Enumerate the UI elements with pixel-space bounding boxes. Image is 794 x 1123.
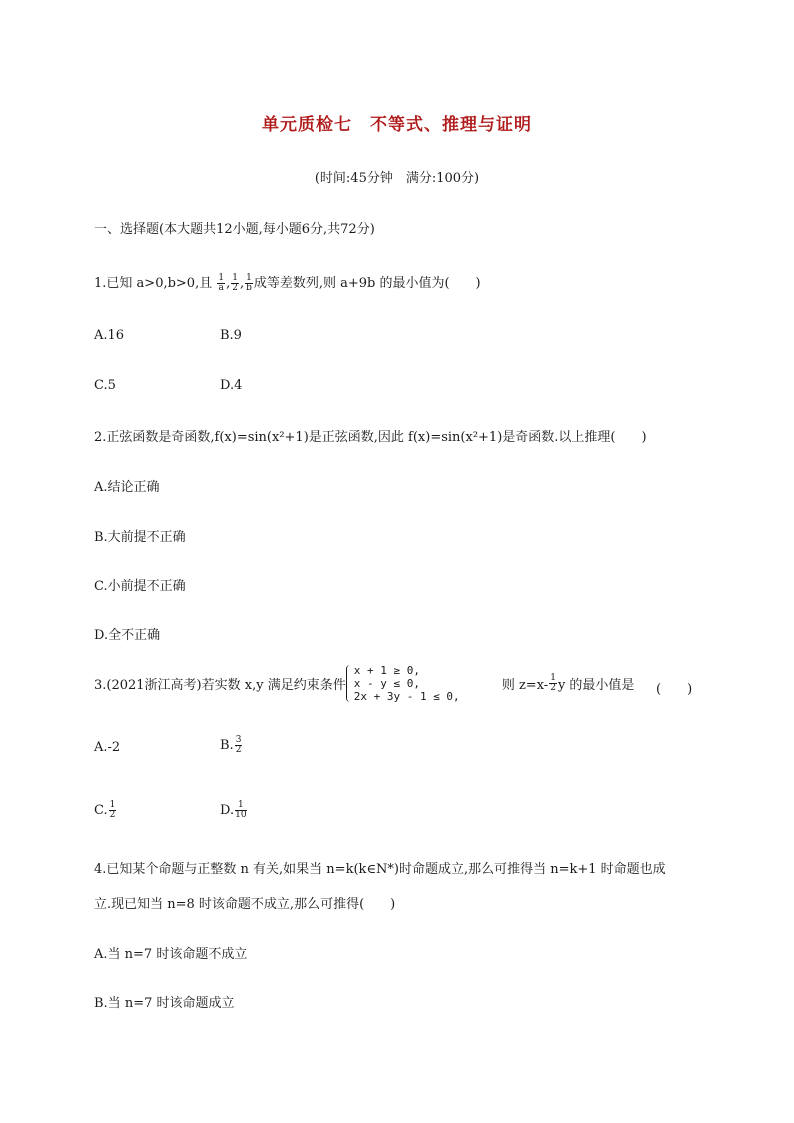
section-heading: 一、选择题(本大题共12小题,每小题6分,共72分) bbox=[94, 222, 375, 237]
q3-answer-paren: ( ) bbox=[656, 682, 693, 697]
q1-suffix: 成等差数列,则 a+9b 的最小值为( ) bbox=[253, 276, 481, 291]
q3-suffix: y 的最小值是 bbox=[557, 678, 635, 693]
q3-constraint-2: x - y ≤ 0, bbox=[353, 677, 420, 690]
left-brace-icon bbox=[346, 665, 352, 702]
q4-option-b[interactable]: B.当 n=7 时该命题成立 bbox=[94, 996, 235, 1011]
q3-constraint-1: x + 1 ≥ 0, bbox=[353, 664, 420, 677]
page-title: 单元质检七 不等式、推理与证明 bbox=[262, 115, 532, 135]
q1-option-c[interactable]: C.5 bbox=[94, 378, 116, 393]
q3-option-b-fraction: $\frac{3}{2}$ bbox=[235, 735, 242, 755]
q2-option-b[interactable]: B.大前提不正确 bbox=[94, 530, 186, 545]
q3-option-b[interactable]: B. $\frac{3}{2}$ bbox=[220, 735, 242, 755]
q2-option-a[interactable]: A.结论正确 bbox=[94, 480, 160, 495]
q3-constraint-system bbox=[346, 664, 460, 703]
q2-option-c[interactable]: C.小前提不正确 bbox=[94, 579, 186, 594]
q1-option-b[interactable]: B.9 bbox=[220, 328, 242, 343]
q3-option-a[interactable]: A.-2 bbox=[94, 740, 121, 755]
question-4-line-2: 立.现已知当 n=8 时该命题不成立,那么可推得( ) bbox=[94, 897, 396, 912]
q3-option-c[interactable]: C. $\frac{1}{2}$ bbox=[94, 800, 116, 820]
q3-prefix: 3.(2021浙江高考)若实数 x,y 满足约束条件 bbox=[94, 678, 346, 693]
q1-fraction-1: $\frac{1}{a}$ bbox=[218, 273, 225, 293]
question-2: 2.正弦函数是奇函数,f(x)=sin(x²+1)是正弦函数,因此 f(x)=sin(x²+1)是奇函数.以上推理( ) bbox=[94, 430, 647, 445]
q1-fraction-3: $\frac{1}{b}$ bbox=[246, 273, 252, 293]
q1-option-a[interactable]: A.16 bbox=[94, 328, 125, 343]
q1-prefix: 1.已知 bbox=[94, 276, 133, 291]
q3-option-d-fraction: $\frac{1}{10}$ bbox=[235, 800, 247, 820]
q3-option-d[interactable]: D. $\frac{1}{10}$ bbox=[220, 800, 247, 820]
q3-option-c-fraction: $\frac{1}{2}$ bbox=[109, 800, 116, 820]
q2-option-d[interactable]: D.全不正确 bbox=[94, 628, 161, 643]
q1-condition: a>0,b>0,且 bbox=[136, 276, 213, 291]
exam-time-info: (时间:45分钟 满分:100分) bbox=[314, 171, 480, 186]
q4-option-a[interactable]: A.当 n=7 时该命题不成立 bbox=[94, 947, 248, 962]
question-4-line-1: 4.已知某个命题与正整数 n 有关,如果当 n=k(k∈N*)时命题成立,那么可推得当 n=k+1 时命题也成 bbox=[94, 862, 666, 877]
q1-fraction-2: $\frac{1}{2}$ bbox=[232, 273, 238, 293]
q3-fraction: $\frac{1}{2}$ bbox=[550, 673, 556, 693]
q1-option-d[interactable]: D.4 bbox=[220, 378, 243, 393]
q3-objective: 则 z=x- bbox=[501, 678, 549, 693]
question-1: 1.已知 a>0,b>0,且 $\frac{1}{a}$ , $\frac{1}{2}$ , $\frac{1}{b}$ 成等差数列,则 a+9b 的最小值为( ) bbox=[94, 273, 481, 293]
q3-constraint-3: 2x + 3y - 1 ≤ 0, bbox=[353, 690, 460, 703]
question-3 bbox=[94, 664, 634, 703]
